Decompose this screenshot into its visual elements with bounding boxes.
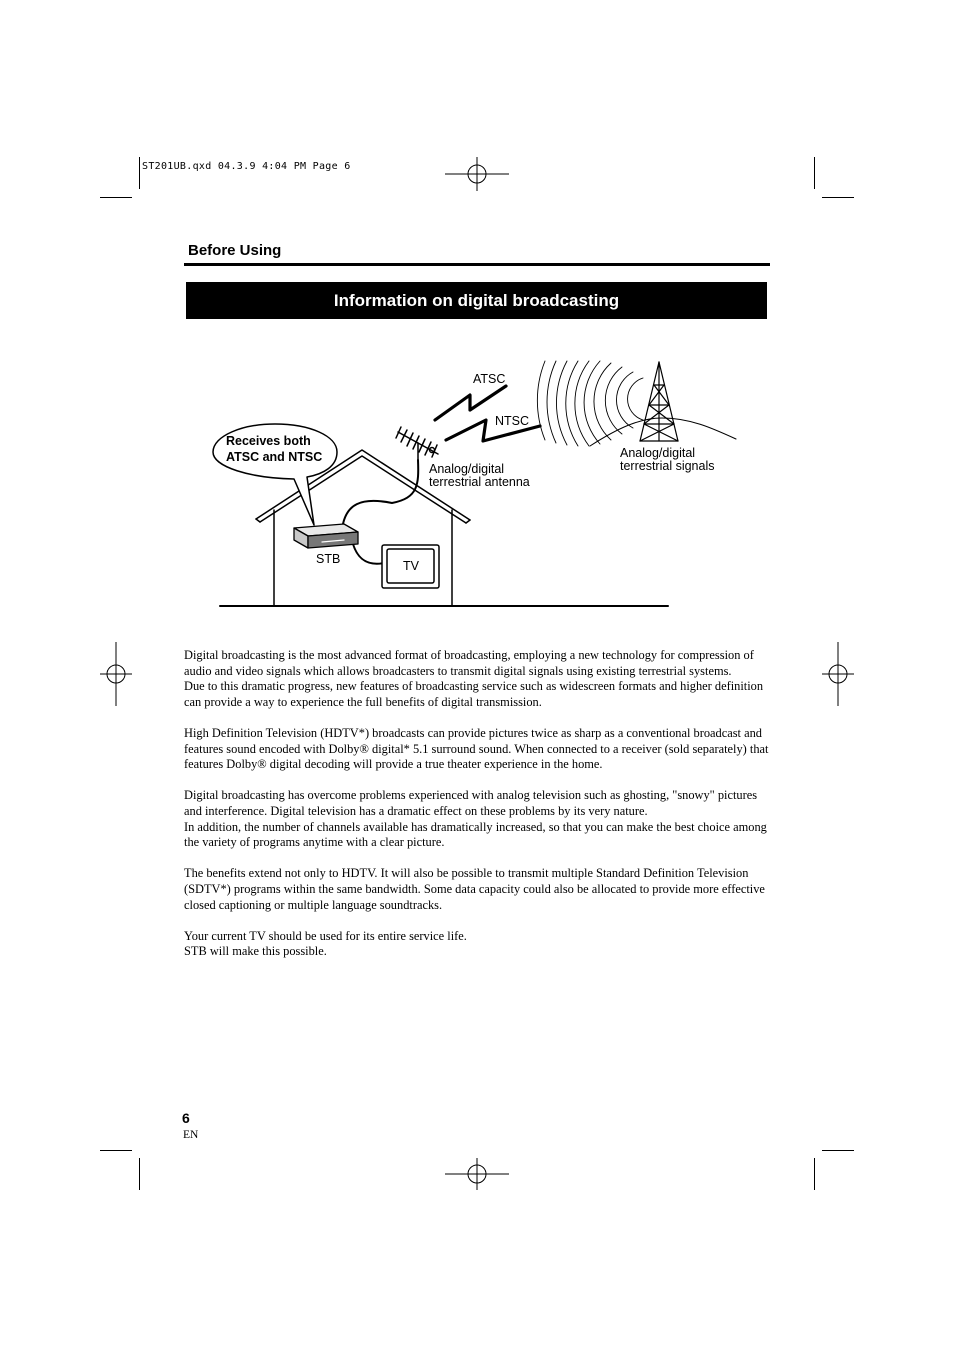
stb-icon — [294, 524, 358, 548]
paragraph: Your current TV should be used for its entire service life. STB will make this possible. — [184, 928, 467, 959]
page-title-text: Information on digital broadcasting — [333, 290, 620, 310]
file-slug: ST201UB.qxd 04.3.9 4:04 PM Page 6 — [142, 161, 351, 172]
antenna-label-line1: Analog/digital — [429, 462, 505, 476]
section-label: Before Using — [188, 242, 282, 259]
tv-cable — [353, 544, 384, 564]
page-number: 6 — [182, 1110, 190, 1126]
paragraph: Digital broadcasting has overcome problems experienced with analog television such as ghosting, "snowy" pictures and interference. Digital television has a dramatic effect on these problems by its very nature. In addition, the number of channels available has dramatically increased, so that you can make the best choice among the variety of programs anytime with a clear picture. — [184, 788, 767, 850]
language-code: EN — [183, 1129, 199, 1141]
ntsc-label: NTSC — [495, 414, 530, 428]
body-text — [184, 648, 774, 975]
paragraph: High Definition Television (HDTV*) broadcasts can provide pictures twice as sharp as a conventional broadcast and features sound encoded with Dolby® digital* 5.1 surround sound. When connected to a receiver (sold separately) that features Dolby® digital decoding will provide a true theater experience in the home. — [184, 725, 769, 772]
callout-text-line2: ATSC and NTSC — [226, 450, 323, 464]
tv-label: TV — [403, 559, 419, 573]
hill-line — [590, 418, 736, 446]
paragraph: Digital broadcasting is the most advanced format of broadcasting, employing a new technology for compression of audio and video signals which allows broadcasters to transmit digital signals using existing terrestrial systems. Due to this dramatic progress, new features of broadcasting service such as widescreen formats and higher definition can provide a way to experience the full benefits of digital transmission. — [184, 648, 764, 709]
antenna-icon — [396, 427, 438, 460]
radio-waves-icon — [537, 361, 643, 446]
callout-text-line1: Receives both — [226, 434, 311, 448]
signals-label-line1: Analog/digital — [620, 446, 696, 460]
signals-label-line2: terrestrial signals — [620, 459, 715, 473]
antenna-label-line2: terrestrial antenna — [429, 475, 530, 489]
paragraph: The benefits extend not only to HDTV. It will also be possible to transmit multiple Standard Definition Television (SDTV*) programs within the same bandwidth. Some data capacity could also be allocated to provide more effective closed captioning or multiple language soundtracks. — [184, 866, 765, 912]
antenna-cable — [342, 460, 418, 530]
atsc-label: ATSC — [473, 372, 506, 386]
stb-label: STB — [316, 552, 341, 566]
transmission-tower-icon — [640, 362, 678, 441]
